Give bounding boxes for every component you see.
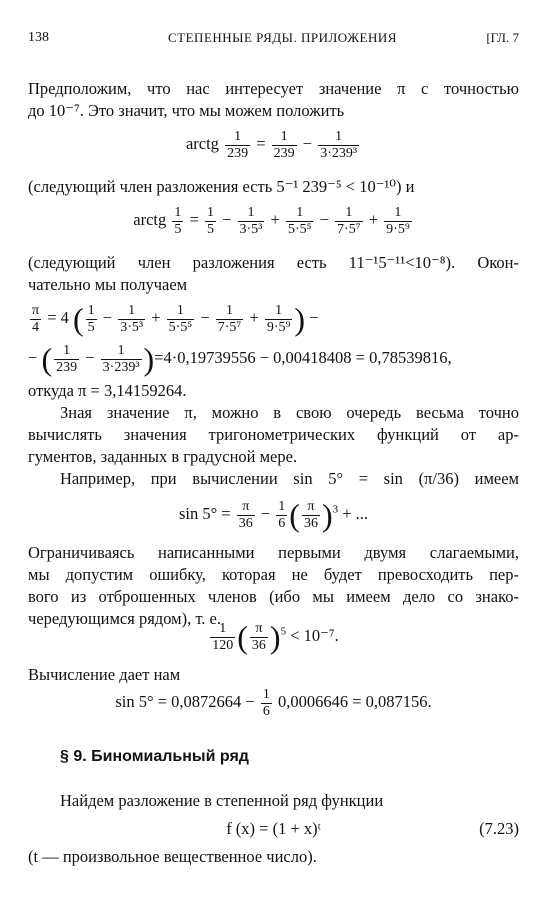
formula-binomial: f (x) = (1 + x)ᵗ: [226, 819, 321, 838]
formula-pi-quarter-continued: − ( $\frac{1}{239}$ − $\frac{1}{\text{3·239³}}$ )=4·0,19739556 − 0,00418408 = 0,78539816,: [28, 341, 452, 378]
paragraph-9: Найдем разложение в степенной ряд функции: [60, 791, 384, 810]
fraction: $\frac{1}{\text{3·5³}}$: [239, 204, 263, 237]
paragraph-10: (t — произвольное вещественное число).: [28, 847, 317, 866]
formula-pi-quarter: $\frac{\pi}{4}$ = 4 ( $\frac{1}{5}$ − $\frac{1}{\text{3·5³}}$ + $\frac{1}{\text{5·5⁵}}$ − $\frac{1}{\text{7·5⁷}}$ + $\frac{1}{\text{9·5⁹}}$ ) −: [32, 301, 319, 338]
paragraph-5-line-3: гументов, заданных в градусной мере.: [28, 447, 298, 466]
section-heading: § 9. Биномиальный ряд: [60, 748, 249, 765]
paragraph-7-line-1: Ограничиваясь написанными первыми двумя слагаемыми,: [28, 543, 519, 562]
paragraph-6-line-1: Например, при вычислении sin 5° = sin (π/36) имеем: [60, 469, 519, 488]
fraction: $\frac{1}{6}$: [278, 498, 286, 531]
fraction: $\frac{\pi}{36}$: [303, 498, 318, 531]
fraction: $\frac{\pi}{36}$: [251, 620, 266, 653]
equation-number: (7.23): [479, 819, 519, 838]
fraction: $\frac{1}{5}$: [174, 204, 182, 237]
paragraph-5-line-2: вычислять значения тригонометрических функций от ар-: [28, 425, 519, 444]
paragraph-5-line-1: Зная значение π, можно в свою очередь весьма точно: [60, 403, 519, 422]
fraction: $\frac{1}{239}$: [273, 128, 295, 161]
fraction: $\frac{1}{239}$: [227, 128, 249, 161]
formula-arctg-label: arctg: [185, 134, 219, 153]
paragraph-8: Вычисление дает нам: [28, 665, 181, 684]
formula-sin-5-result: sin 5° = 0,0872664 − $\frac{1}{6}$ 0,0006646 = 0,087156.: [115, 686, 432, 719]
paragraph-1-line-2: до 10⁻⁷. Это значит, что мы можем положить: [28, 101, 345, 120]
paragraph-7-line-4: чередующимся рядом), т. е.: [28, 609, 221, 628]
running-title: СТЕПЕННЫЕ РЯДЫ. ПРИЛОЖЕНИЯ: [168, 30, 397, 45]
fraction: $\frac{1}{6}$: [262, 686, 270, 719]
page-number: 138: [28, 30, 49, 45]
fraction: $\frac{\pi}{36}$: [238, 498, 253, 531]
fraction: $\frac{1}{\text{5·5⁵}}$: [168, 302, 193, 335]
fraction: $\frac{1}{239}$: [56, 342, 78, 375]
paragraph-7-line-2: мы допустим ошибку, которая не будет превосходить пер-: [28, 565, 519, 584]
formula-arctg-label: arctg: [133, 210, 167, 229]
fraction: $\frac{1}{\text{3·5³}}$: [120, 302, 144, 335]
fraction: $\frac{1}{5}$: [206, 204, 214, 237]
chapter-label: [ГЛ. 7: [486, 30, 519, 45]
formula-error-bound: $\frac{1}{120}$ ( $\frac{\pi}{36}$ )$^5$ < 10⁻⁷.: [212, 619, 339, 656]
fraction: $\frac{1}{\text{7·5⁷}}$: [217, 302, 242, 335]
paragraph-3-line-1: (следующий член разложения есть 11⁻¹5⁻¹¹<10⁻⁸). Окон-: [28, 253, 519, 272]
formula-arctg-239: arctg $\frac{1}{239}$ = $\frac{1}{239}$ − $\frac{1}{\text{3·239³}}$: [185, 128, 358, 161]
fraction: $\frac{1}{5}$: [87, 302, 95, 335]
fraction: $\frac{1}{\text{7·5⁷}}$: [337, 204, 361, 237]
paragraph-4: откуда π = 3,14159264.: [28, 381, 187, 400]
formula-sin-5: sin 5° = $\frac{\pi}{36}$ − $\frac{1}{6}$ ( $\frac{\pi}{36}$ )$^3$ + ...: [178, 497, 369, 534]
fraction: $\frac{1}{\text{9·5⁹}}$: [386, 204, 410, 237]
paragraph-2-line-1: (следующий член разложения есть 5⁻¹ 239⁻⁵ < 10⁻¹⁰) и: [28, 177, 415, 196]
fraction: $\frac{1}{\text{3·239³}}$: [320, 128, 358, 161]
paragraph-3-line-2: чательно мы получаем: [28, 275, 188, 294]
fraction: $\frac{1}{\text{5·5⁵}}$: [287, 204, 312, 237]
fraction: $\frac{1}{120}$: [212, 620, 234, 653]
paragraph-7-line-3: вого из отброшенных членов (ибо мы имеем дело со знако-: [28, 587, 519, 606]
formula-arctg-5: arctg $\frac{1}{5}$ = $\frac{1}{5}$ − $\frac{1}{\text{3·5³}}$ + $\frac{1}{\text{5·5⁵}}$ − $\frac{1}{\text{7·5⁷}}$ + $\frac{1}{\text{9·5⁹}}$: [133, 204, 410, 237]
fraction: $\frac{1}{\text{3·239³}}$: [102, 342, 140, 375]
paragraph-1-line-1: Предположим, что нас интересует значение π с точностью: [28, 79, 519, 98]
fraction: $\frac{1}{\text{9·5⁹}}$: [266, 302, 291, 335]
page-header: [28, 27, 519, 49]
fraction: $\frac{\pi}{4}$: [32, 302, 40, 335]
